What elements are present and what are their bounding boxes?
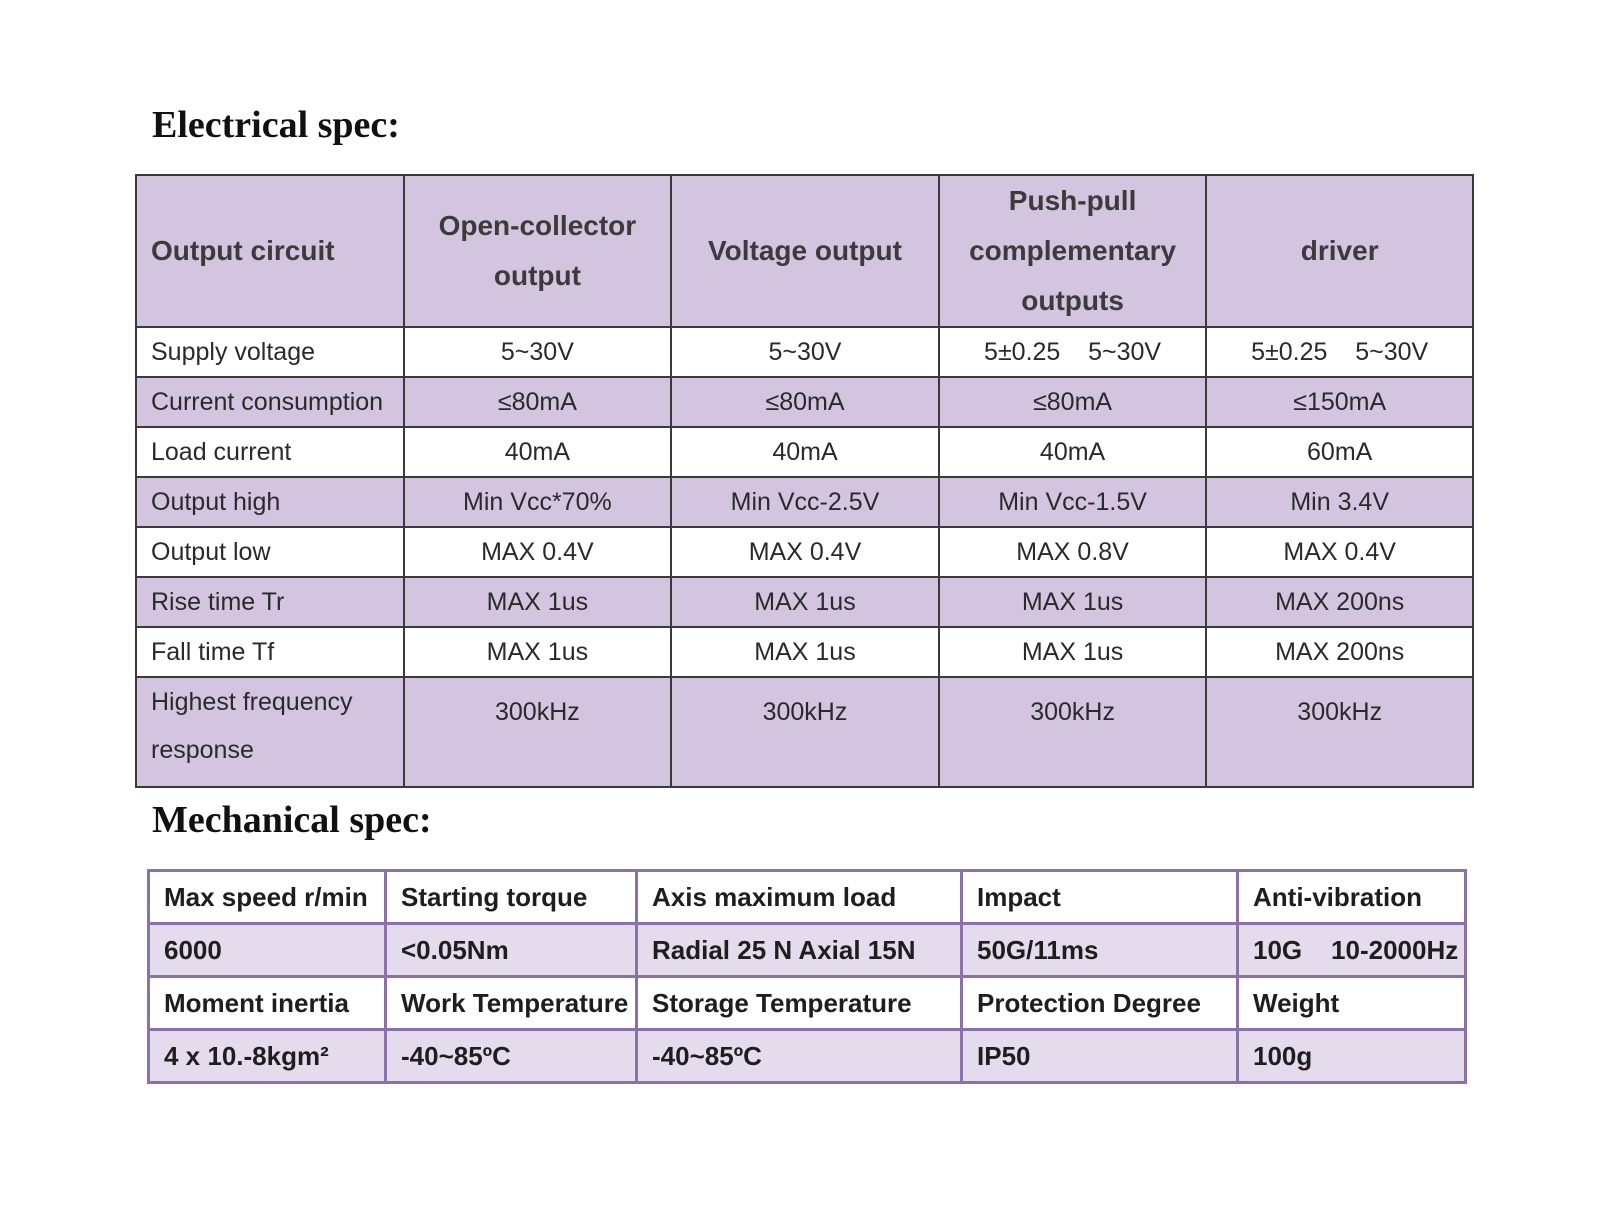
table-cell: MAX 200ns [1206,577,1473,627]
table-cell: Starting torque [386,871,637,924]
table-cell: 300kHz [939,677,1207,787]
row-label: Load current [136,427,404,477]
table-cell: 50G/11ms [962,924,1238,977]
table-cell: Max speed r/min [149,871,386,924]
row-label: Fall time Tf [136,627,404,677]
table-row [136,677,1473,787]
table-cell: Min Vcc-2.5V [671,477,939,527]
table-cell: MAX 200ns [1206,627,1473,677]
table-cell: 6000 [149,924,386,977]
table-row [149,977,1466,1030]
header-cell: Open-collector output [404,175,672,327]
row-label: Highest frequency response [136,677,404,787]
table-cell: ≤80mA [671,377,939,427]
table-row [149,871,1466,924]
table-cell: MAX 0.4V [671,527,939,577]
table-cell: <0.05Nm [386,924,637,977]
header-cell: driver [1206,175,1473,327]
table-cell: Work Temperature [386,977,637,1030]
table-cell: MAX 0.8V [939,527,1207,577]
table-header-row [136,175,1473,327]
table-cell: 40mA [939,427,1207,477]
table-cell: Min Vcc*70% [404,477,672,527]
table-cell: MAX 1us [939,577,1207,627]
table-row [149,924,1466,977]
table-row [136,427,1473,477]
table-cell: Axis maximum load [637,871,962,924]
table-cell: 300kHz [1206,677,1473,787]
table-cell: 40mA [404,427,672,477]
table-row [149,1030,1466,1083]
mechanical-spec-title: Mechanical spec: [152,799,432,841]
mechanical-spec-table [147,869,1467,1084]
header-cell: Push-pull complementary outputs [939,175,1207,327]
table-cell: 300kHz [671,677,939,787]
table-row [136,527,1473,577]
table-cell: Anti-vibration [1238,871,1466,924]
table-cell: ≤80mA [404,377,672,427]
table-cell: MAX 1us [939,627,1207,677]
table-cell: 60mA [1206,427,1473,477]
table-cell: 5±0.25 5~30V [939,327,1207,377]
table-cell: 100g [1238,1030,1466,1083]
header-cell: Output circuit [136,175,404,327]
table-cell: IP50 [962,1030,1238,1083]
row-label: Output high [136,477,404,527]
table-cell: Weight [1238,977,1466,1030]
row-label: Rise time Tr [136,577,404,627]
row-label: Current consumption [136,377,404,427]
table-cell: MAX 1us [671,627,939,677]
table-cell: MAX 0.4V [404,527,672,577]
table-cell: ≤150mA [1206,377,1473,427]
table-row [136,377,1473,427]
table-cell: MAX 1us [404,627,672,677]
table-row [136,327,1473,377]
header-cell: Voltage output [671,175,939,327]
table-cell: -40~85ºC [637,1030,962,1083]
table-cell: ≤80mA [939,377,1207,427]
electrical-spec-table [135,174,1474,788]
table-cell: 5±0.25 5~30V [1206,327,1473,377]
table-cell: Min 3.4V [1206,477,1473,527]
table-row [136,577,1473,627]
row-label: Output low [136,527,404,577]
row-label: Supply voltage [136,327,404,377]
table-cell: -40~85ºC [386,1030,637,1083]
table-cell: Storage Temperature [637,977,962,1030]
table-cell: 4 x 10.-8kgm² [149,1030,386,1083]
table-cell: 300kHz [404,677,672,787]
table-cell: Moment inertia [149,977,386,1030]
table-cell: 10G 10-2000Hz [1238,924,1466,977]
table-cell: Impact [962,871,1238,924]
table-cell: MAX 1us [671,577,939,627]
table-cell: 40mA [671,427,939,477]
table-cell: Min Vcc-1.5V [939,477,1207,527]
table-cell: MAX 0.4V [1206,527,1473,577]
table-cell: 5~30V [404,327,672,377]
table-cell: Radial 25 N Axial 15N [637,924,962,977]
table-cell: Protection Degree [962,977,1238,1030]
electrical-spec-title: Electrical spec: [152,104,400,146]
table-row [136,627,1473,677]
table-cell: 5~30V [671,327,939,377]
table-cell: MAX 1us [404,577,672,627]
table-row [136,477,1473,527]
